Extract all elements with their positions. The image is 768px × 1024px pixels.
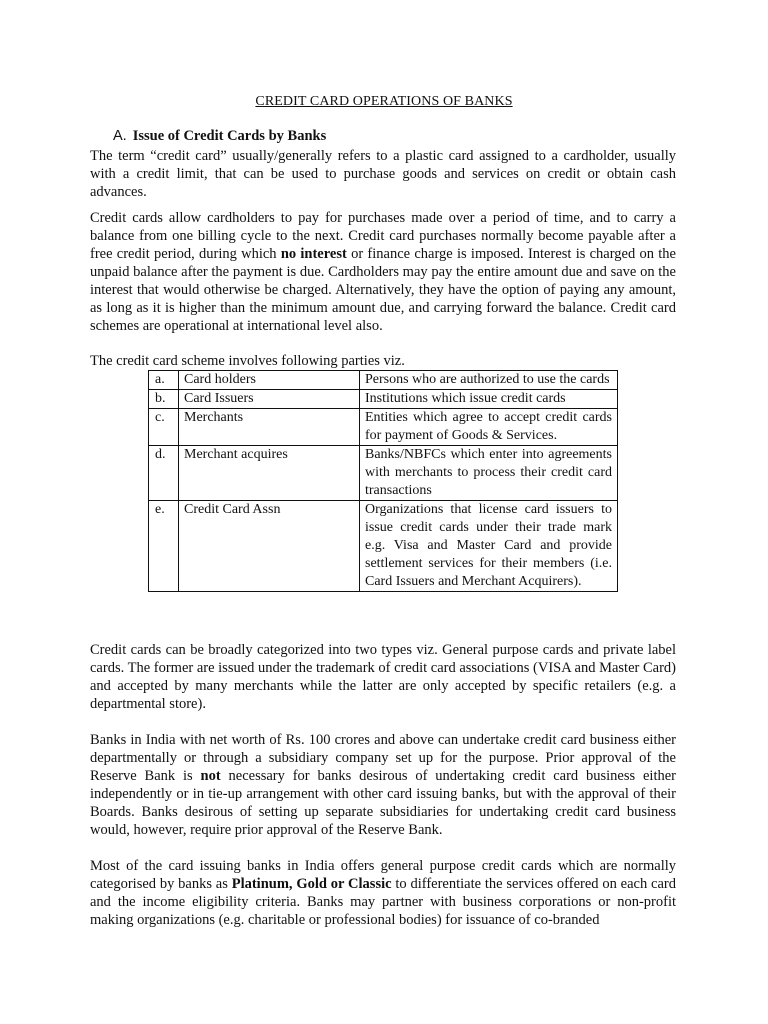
party-description: Persons who are authorized to use the cards — [360, 371, 618, 390]
emphasis-text: Platinum, Gold or Classic — [231, 876, 392, 892]
party-name: Merchant acquires — [179, 446, 360, 501]
section-heading — [113, 128, 326, 145]
row-letter: b. — [149, 390, 179, 409]
document-title: CREDIT CARD OPERATIONS OF BANKS — [255, 94, 513, 109]
section-title: Issue of Credit Cards by Banks — [132, 128, 327, 144]
paragraph-text: necessary for banks desirous of undertaking credit card business either independently or in tie-up arrangement with other card issuing banks, but with the approval of their Boards. Banks desirous of setting up separate subsidiaries for undertaking credit card business would, however, require prior approval of the Reserve Bank. — [90, 768, 676, 838]
parties-table — [148, 370, 618, 592]
parties-intro: The credit card scheme involves following parties viz. — [90, 353, 405, 369]
row-letter: d. — [149, 446, 179, 501]
paragraph-text: Banks in India with net worth of Rs. 100 crores and above can undertake credit card business either departmentally or through a subsidiary company set up for the purpose. Prior approval of the Reserve Bank is — [90, 732, 676, 784]
table-row — [149, 371, 618, 390]
paragraph-text: Most of the card issuing banks in India offers general purpose credit cards which are normally categorised by banks as — [90, 858, 676, 892]
paragraph-credit-period — [90, 209, 676, 335]
table-row — [149, 390, 618, 409]
paragraph-text: Credit cards allow cardholders to pay for purchases made over a period of time, and to carry a balance from one billing cycle to the next. Credit card purchases normally become payable after a free credit period, during which — [90, 210, 676, 262]
row-letter: e. — [149, 501, 179, 592]
row-letter: a. — [149, 371, 179, 390]
party-name: Card Issuers — [179, 390, 360, 409]
section-letter: A. — [113, 128, 127, 144]
paragraph-card-categories — [90, 857, 676, 929]
paragraph-net-worth — [90, 731, 676, 839]
parties-table-body — [149, 371, 618, 592]
table-row — [149, 409, 618, 446]
party-description: Institutions which issue credit cards — [360, 390, 618, 409]
party-description: Organizations that license card issuers to issue credit cards under their trade mark e.g. Visa and Master Card and provide settlement services for their members (i.e. Card Issuers and Merchant Acquirers). — [360, 501, 618, 592]
party-description: Entities which agree to accept credit cards for payment of Goods & Services. — [360, 409, 618, 446]
party-name: Credit Card Assn — [179, 501, 360, 592]
row-letter: c. — [149, 409, 179, 446]
party-description: Banks/NBFCs which enter into agreements with merchants to process their credit card transactions — [360, 446, 618, 501]
emphasis-text: not — [200, 768, 221, 784]
table-row — [149, 446, 618, 501]
paragraph-definition: The term “credit card” usually/generally refers to a plastic card assigned to a cardholder, usually with a credit limit, that can be used to purchase goods and services on credit or obtain cash advances. — [90, 148, 676, 200]
emphasis-text: no interest — [280, 246, 347, 262]
paragraph-card-types: Credit cards can be broadly categorized into two types viz. General purpose cards and private label cards. The former are issued under the trademark of credit card associations (VISA and Master Card) and accepted by many merchants while the latter are only accepted by specific retailers (e.g. a departmental store). — [90, 642, 676, 712]
table-row — [149, 501, 618, 592]
paragraph-text: to differentiate the services offered on each card and the income eligibility criteria. Banks may partner with business corporations or non-profit making organizations (e.g. charitable or professional bodies) for issuance of co-branded — [90, 876, 676, 928]
party-name: Merchants — [179, 409, 360, 446]
party-name: Card holders — [179, 371, 360, 390]
paragraph-text: or finance charge is imposed. Interest is charged on the unpaid balance after the payment is due. Cardholders may pay the entire amount due and save on the interest that would otherwise be charged. Alternatively, they have the option of paying any amount, as long as it is higher than the minimum amount due, and carrying forward the balance. Credit card schemes are operational at international level also. — [90, 246, 676, 334]
